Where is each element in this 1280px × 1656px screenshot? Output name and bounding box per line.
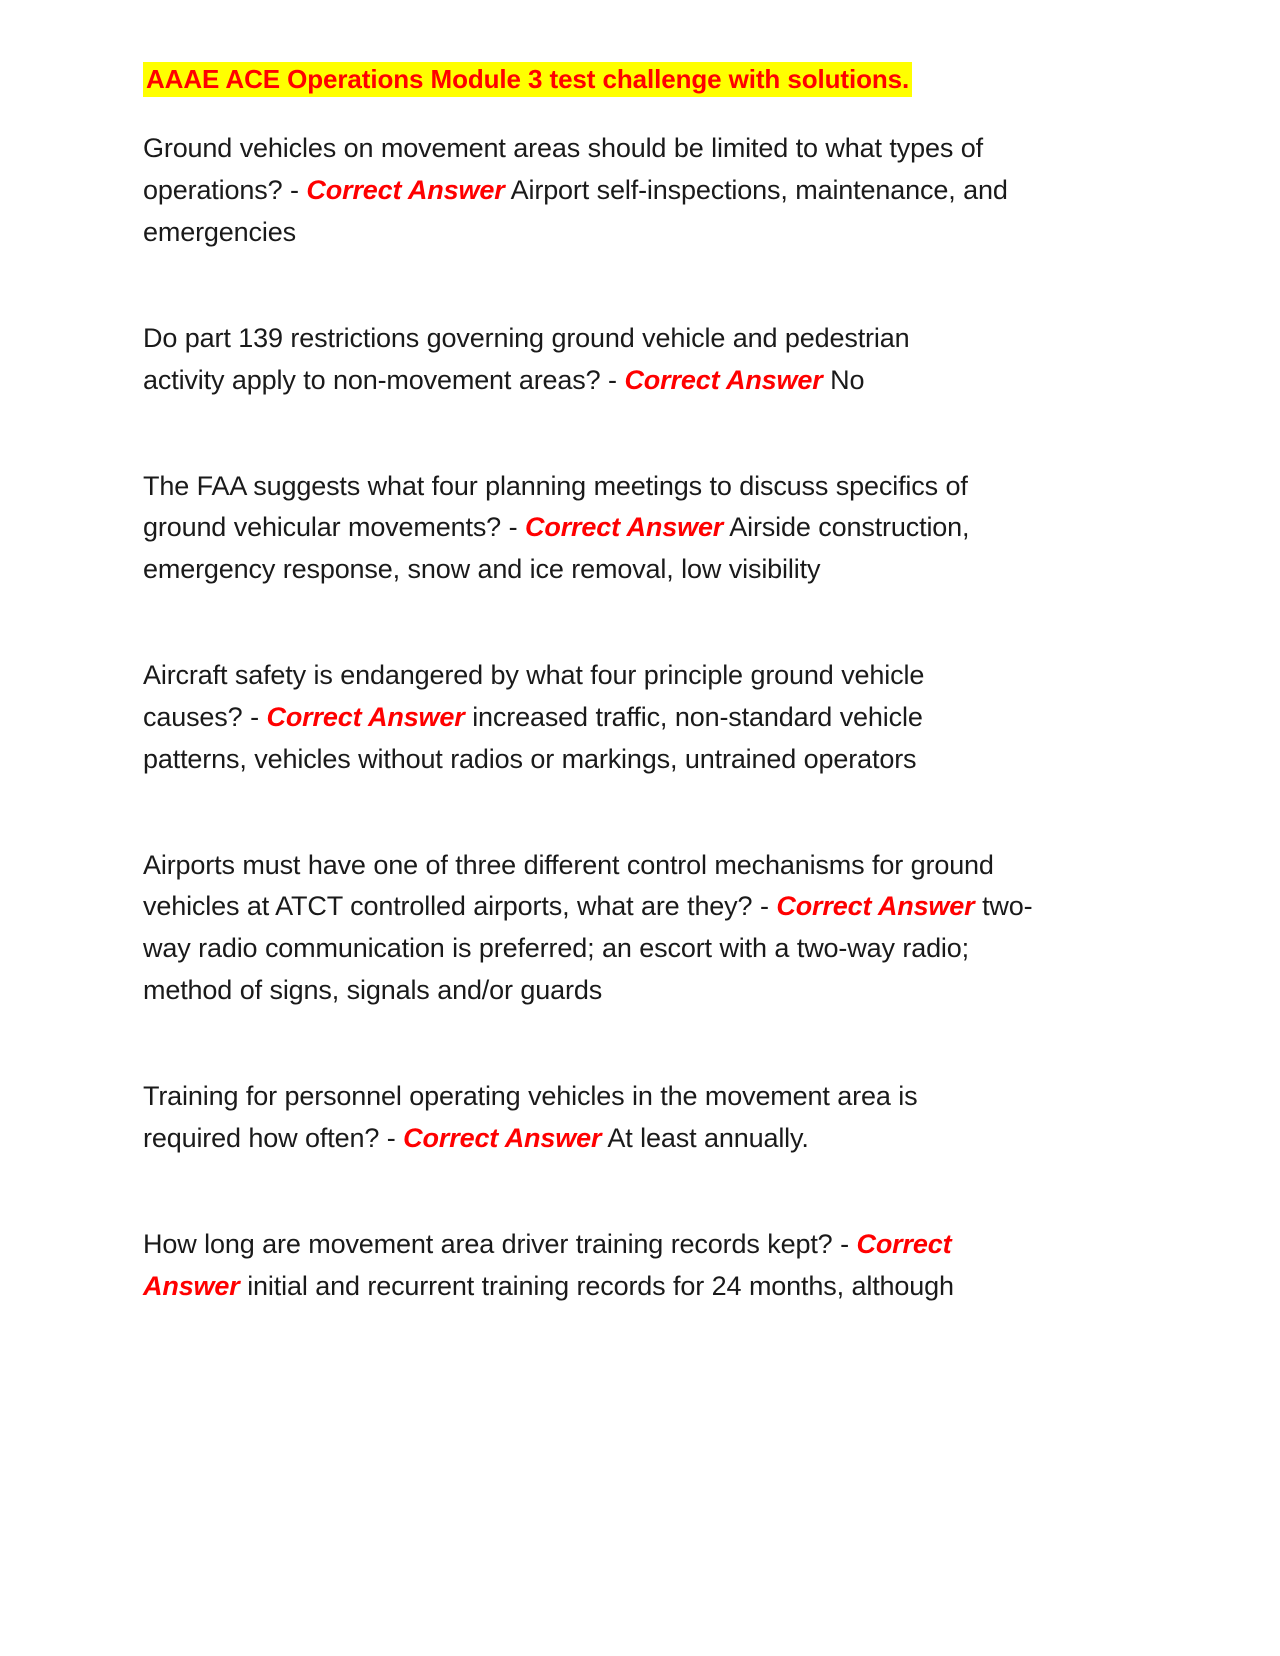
question-text: Do part 139 restrictions governing ground vehicle and pedestrian activity apply to non-movement areas? - bbox=[143, 322, 910, 395]
correct-answer-label: Correct Answer bbox=[624, 364, 823, 395]
qa-item bbox=[143, 1224, 1043, 1308]
question-text: Training for personnel operating vehicles in the movement area is required how often? - bbox=[143, 1080, 918, 1153]
question-text: Ground vehicles on movement areas should be limited to what types of operations? - bbox=[143, 133, 983, 206]
answer-text: No bbox=[822, 364, 865, 395]
answer-text: Airport self-inspections, maintenance, and emergencies bbox=[143, 175, 1008, 247]
title-highlight: AAAE ACE Operations Module 3 test challenge with solutions. bbox=[143, 62, 912, 97]
question-text: Aircraft safety is endangered by what four principle ground vehicle causes? - bbox=[143, 660, 925, 732]
answer-text: two-way radio communication is preferred; an escort with a two-way radio; method of signs, signals and/or guards bbox=[143, 891, 1033, 1006]
correct-answer-label: Correct Answer bbox=[403, 1122, 602, 1153]
answer-text: At least annually. bbox=[601, 1122, 809, 1153]
correct-answer-label: Correct Answer bbox=[306, 175, 505, 206]
answer-text: increased traffic, non-standard vehicle patterns, vehicles without radios or markings, untrained operators bbox=[143, 701, 923, 774]
qa-item bbox=[143, 128, 1068, 254]
qa-item bbox=[143, 1076, 998, 1160]
question-text: Airports must have one of three different control mechanisms for ground vehicles at ATCT controlled airports, what are they? - bbox=[143, 849, 994, 922]
page-title bbox=[143, 62, 1075, 96]
correct-answer-label: Correct Answer bbox=[266, 701, 465, 732]
qa-item bbox=[143, 655, 1008, 781]
qa-item bbox=[143, 466, 1043, 592]
correct-answer-label: Correct Answer bbox=[525, 512, 724, 543]
answer-text: initial and recurrent training records for 24 months, although bbox=[239, 1270, 954, 1301]
correct-answer-label: Correct Answer bbox=[143, 1228, 952, 1301]
correct-answer-label: Correct Answer bbox=[776, 891, 975, 922]
qa-item bbox=[143, 318, 993, 402]
question-text: How long are movement area driver training records kept? - bbox=[143, 1228, 857, 1259]
qa-item bbox=[143, 845, 1033, 1012]
question-text: The FAA suggests what four planning meetings to discuss specifics of ground vehicular movements? - bbox=[143, 470, 968, 543]
answer-text: Airside construction, emergency response, snow and ice removal, low visibility bbox=[143, 512, 970, 585]
